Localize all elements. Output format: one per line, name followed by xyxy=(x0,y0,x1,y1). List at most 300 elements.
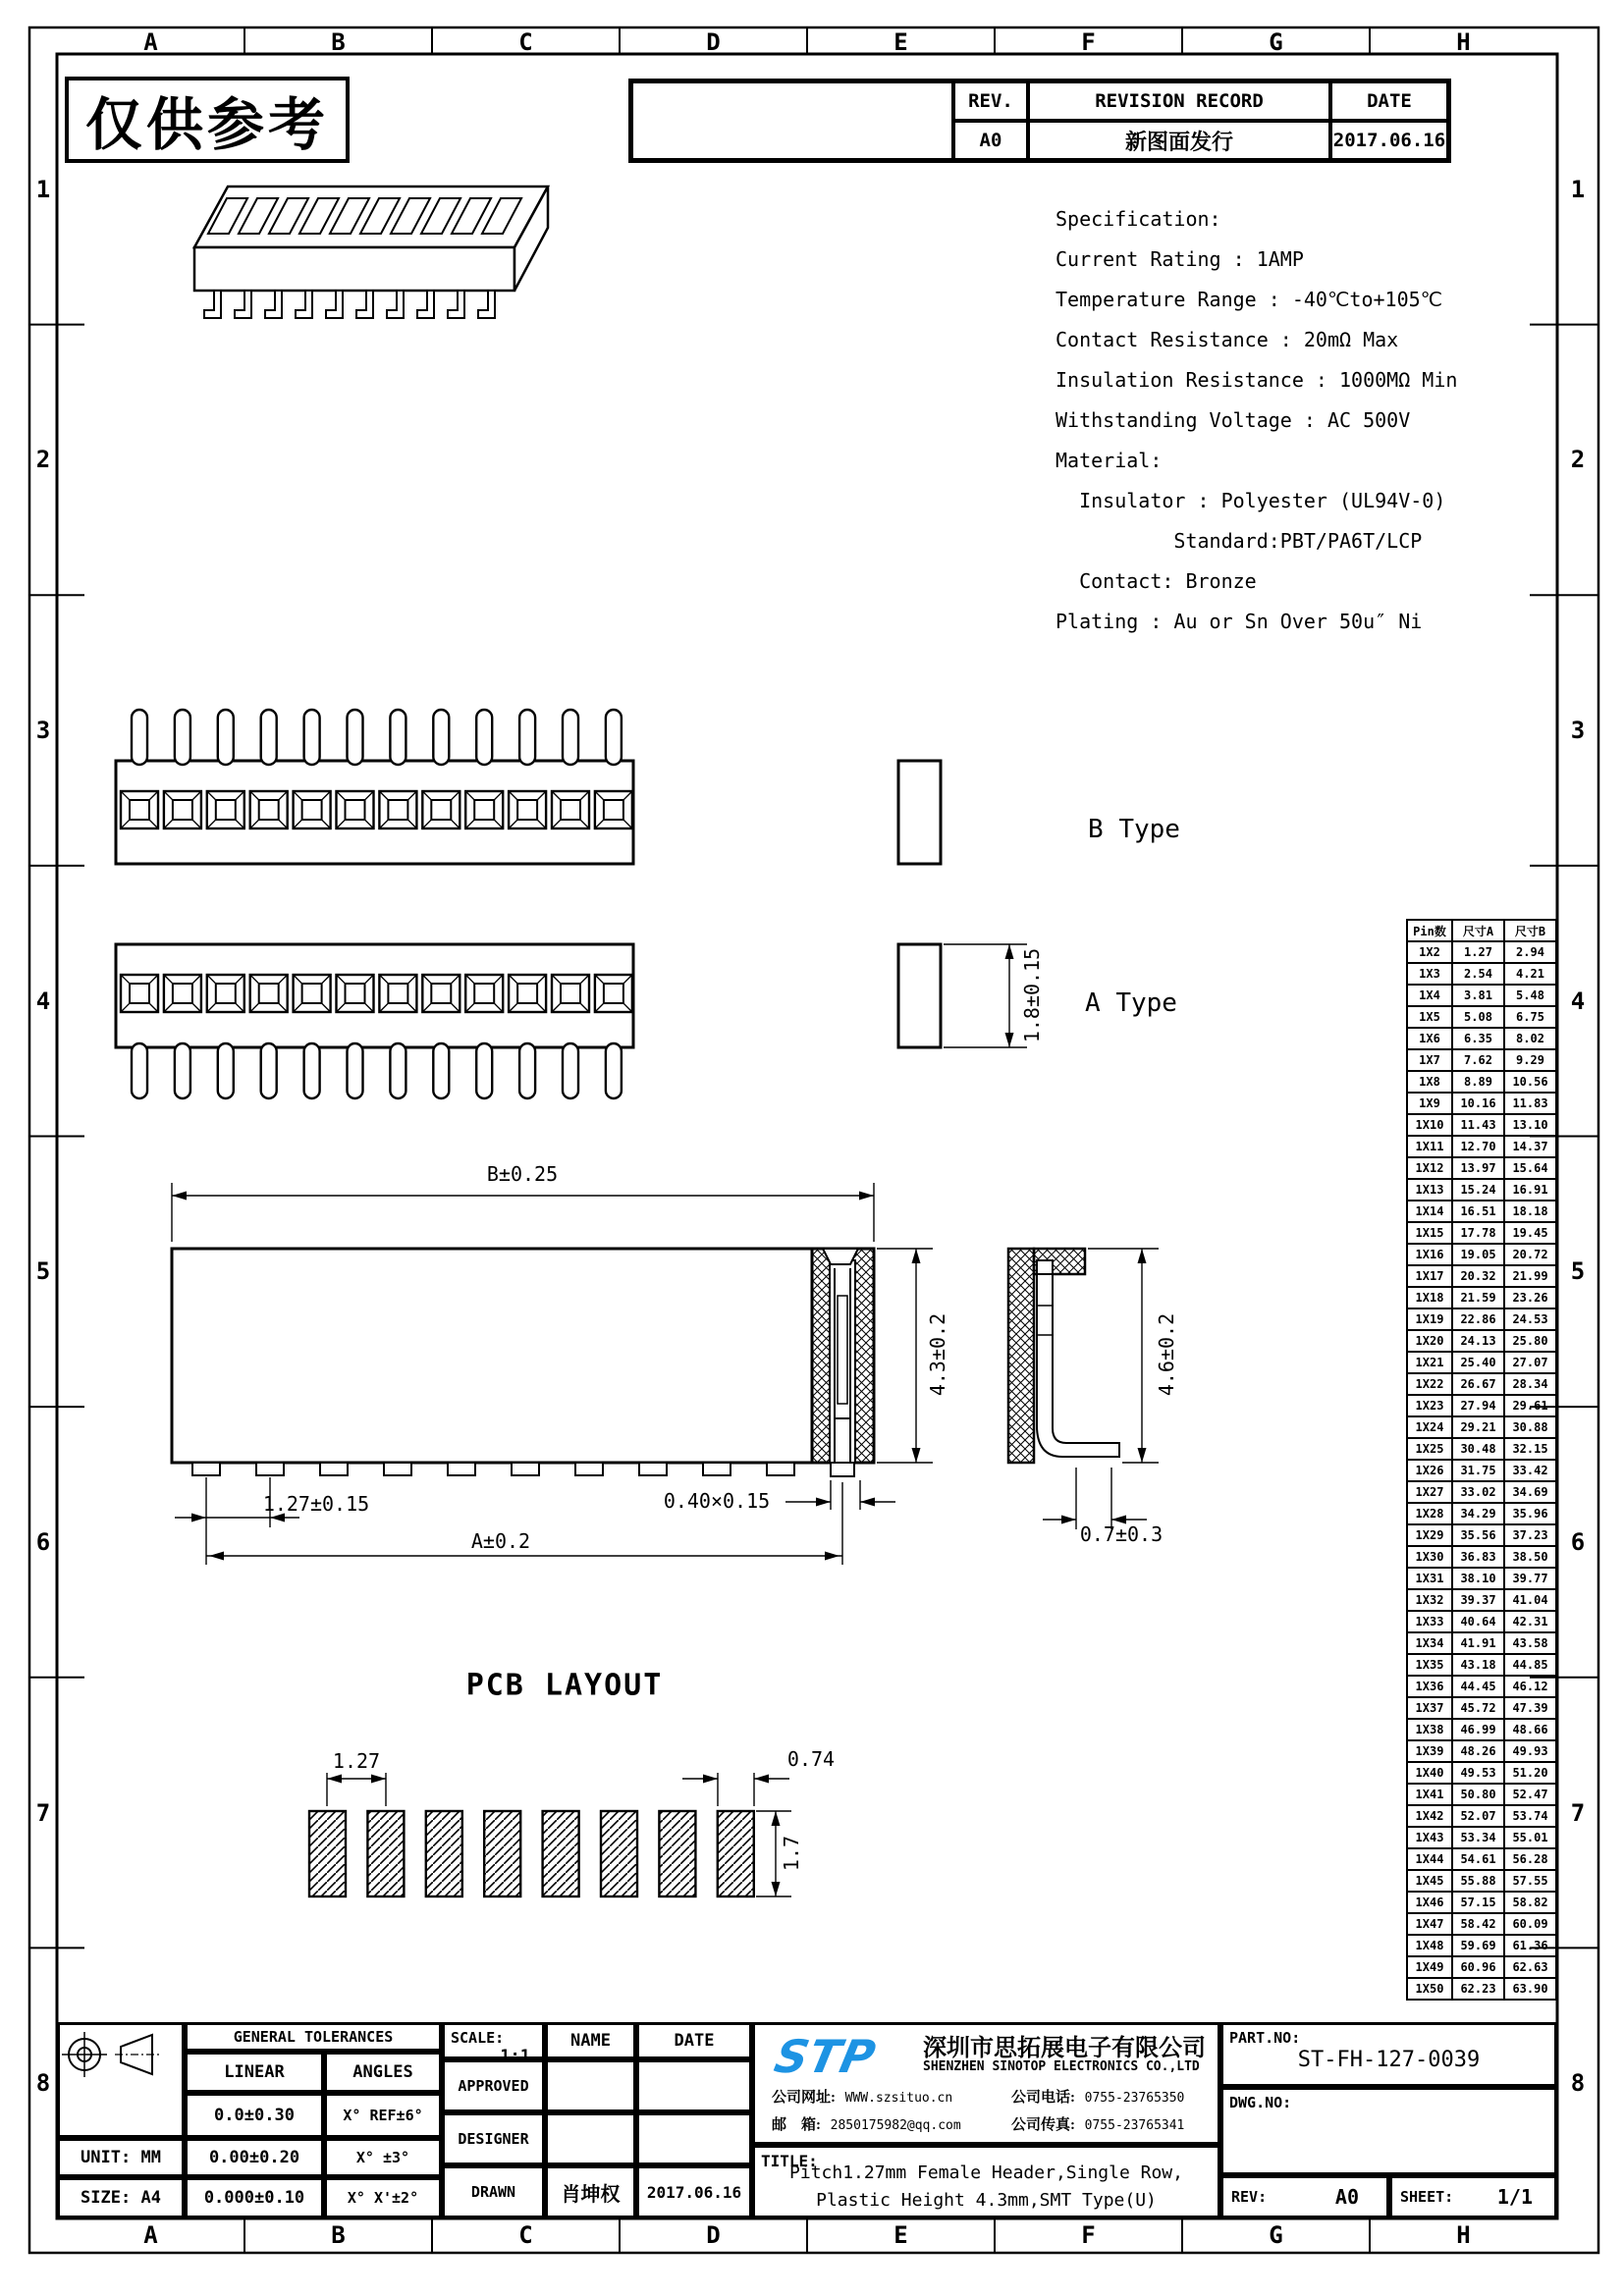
pin-table-cell: 1X6 xyxy=(1407,1028,1452,1049)
pin-table-row xyxy=(1407,1697,1556,1719)
email-value: 2850175982@qq.com xyxy=(830,2118,961,2133)
revision-row-rev: A0 xyxy=(953,121,1028,160)
pin-table-cell: 1X2 xyxy=(1407,941,1452,963)
rev-label: REV: xyxy=(1231,2188,1268,2206)
pin-table-row xyxy=(1407,1006,1556,1028)
pin-table-cell: 13.10 xyxy=(1504,1114,1556,1136)
pin-table-cell: 1X5 xyxy=(1407,1006,1452,1028)
pin-table-cell: 61.36 xyxy=(1504,1935,1556,1956)
pin-table-cell: 36.83 xyxy=(1452,1546,1504,1568)
pin-table-cell: 8.02 xyxy=(1504,1028,1556,1049)
dim-pad: 0.40×0.15 xyxy=(663,1489,771,1513)
pin-table-row xyxy=(1407,1287,1556,1308)
pin-table-cell: 60.96 xyxy=(1452,1956,1504,1978)
pin-table-row xyxy=(1407,1524,1556,1546)
tolerance-linear-2: 0.00±0.20 xyxy=(185,2138,324,2177)
company-website-row xyxy=(772,2086,998,2107)
pin-table-cell: 1X7 xyxy=(1407,1049,1452,1071)
grid-col-letter-top-f: F xyxy=(1081,27,1096,56)
pin-table-cell: 51.20 xyxy=(1504,1762,1556,1784)
pin-table-cell: 1X40 xyxy=(1407,1762,1452,1784)
pin-table-cell: 18.18 xyxy=(1504,1201,1556,1222)
pin-table-row xyxy=(1407,1136,1556,1157)
grid-col-letter-bottom-g: G xyxy=(1269,2220,1283,2249)
spec-line-8: Standard:PBT/PA6T/LCP xyxy=(1056,529,1423,553)
company-email-row xyxy=(772,2113,998,2134)
pin-table-cell: 48.26 xyxy=(1452,1740,1504,1762)
pin-table-cell: 38.10 xyxy=(1452,1568,1504,1589)
pin-table-cell: 1X36 xyxy=(1407,1676,1452,1697)
pin-table-row xyxy=(1407,1416,1556,1438)
grid-row-number-left-8: 8 xyxy=(35,2069,51,2098)
name-header: NAME xyxy=(545,2022,636,2059)
pin-table-cell: 20.32 xyxy=(1452,1265,1504,1287)
dim-body-width: B±0.25 xyxy=(486,1162,559,1186)
pin-table-row xyxy=(1407,963,1556,985)
pin-table-cell: 25.80 xyxy=(1504,1330,1556,1352)
pin-table-cell: 1X10 xyxy=(1407,1114,1452,1136)
pin-table-cell: 1X28 xyxy=(1407,1503,1452,1524)
pin-table-cell: 33.02 xyxy=(1452,1481,1504,1503)
pin-table-cell: 55.88 xyxy=(1452,1870,1504,1892)
grid-col-letter-top-b: B xyxy=(331,27,346,56)
pin-table-row xyxy=(1407,1201,1556,1222)
approved-name-cell xyxy=(545,2059,636,2112)
revision-header-date: DATE xyxy=(1330,81,1448,121)
pin-table-cell: 37.23 xyxy=(1504,1524,1556,1546)
revision-row-record: 新图面发行 xyxy=(1028,121,1330,160)
revision-header-rev: REV. xyxy=(953,81,1028,121)
spec-line-1: Current Rating : 1AMP xyxy=(1056,247,1304,271)
drawn-name: 肖坤权 xyxy=(545,2165,636,2218)
tolerance-angle-1: X° REF±6° xyxy=(324,2093,442,2138)
fax-label: 公司传真: xyxy=(1011,2117,1075,2133)
pin-table-cell: 1X42 xyxy=(1407,1805,1452,1827)
pin-table-cell: 1X49 xyxy=(1407,1956,1452,1978)
pin-table-cell: 30.48 xyxy=(1452,1438,1504,1460)
pin-table-row xyxy=(1407,941,1556,963)
pin-dimension-table xyxy=(1406,919,1557,2001)
pin-table-cell: 58.82 xyxy=(1504,1892,1556,1913)
pin-table-cell: 1X29 xyxy=(1407,1524,1452,1546)
pin-table-cell: 49.53 xyxy=(1452,1762,1504,1784)
grid-col-letter-top-g: G xyxy=(1269,27,1283,56)
email-label: 邮 箱: xyxy=(772,2117,821,2133)
phone-value: 0755-23765350 xyxy=(1084,2091,1185,2106)
pin-table-cell: 30.88 xyxy=(1504,1416,1556,1438)
pin-table-cell: 1.27 xyxy=(1452,941,1504,963)
pin-table-cell: 1X31 xyxy=(1407,1568,1452,1589)
grid-row-number-right-3: 3 xyxy=(1570,717,1586,745)
pin-table-cell: 44.45 xyxy=(1452,1676,1504,1697)
section-view xyxy=(172,1249,874,1476)
pin-table-cell: 16.51 xyxy=(1452,1201,1504,1222)
pin-table-cell: 32.15 xyxy=(1504,1438,1556,1460)
pin-table-row xyxy=(1407,1028,1556,1049)
pin-table-cell: 1X27 xyxy=(1407,1481,1452,1503)
sheet-cell xyxy=(1389,2175,1557,2218)
pin-table-cell: 34.69 xyxy=(1504,1481,1556,1503)
grid-row-number-right-1: 1 xyxy=(1570,175,1586,203)
pin-table-cell: 43.58 xyxy=(1504,1632,1556,1654)
pin-table-row xyxy=(1407,1308,1556,1330)
grid-col-letter-bottom-a: A xyxy=(143,2220,158,2249)
pin-table-cell: 59.69 xyxy=(1452,1935,1504,1956)
pin-table-cell: 27.07 xyxy=(1504,1352,1556,1373)
pin-table-cell: 31.75 xyxy=(1452,1460,1504,1481)
pin-table-cell: 15.24 xyxy=(1452,1179,1504,1201)
scale-cell xyxy=(442,2022,545,2066)
pin-table-row xyxy=(1407,985,1556,1006)
designer-name-cell xyxy=(545,2112,636,2165)
company-logo: STP xyxy=(770,2030,881,2083)
pin-table-cell: 1X8 xyxy=(1407,1071,1452,1093)
revision-row-date: 2017.06.16 xyxy=(1330,121,1448,160)
grid-col-letter-top-e: E xyxy=(893,27,908,56)
a-type-label: A Type xyxy=(1085,988,1177,1018)
pin-table-cell: 1X9 xyxy=(1407,1093,1452,1114)
pin-table-cell: 19.05 xyxy=(1452,1244,1504,1265)
pin-table-row xyxy=(1407,1568,1556,1589)
pin-table-cell: 42.31 xyxy=(1504,1611,1556,1632)
pin-table-cell: 1X45 xyxy=(1407,1870,1452,1892)
unit-cell: UNIT: MM xyxy=(57,2138,185,2177)
grid-row-number-right-8: 8 xyxy=(1570,2069,1586,2098)
rev-cell xyxy=(1220,2175,1389,2218)
phone-label: 公司电话: xyxy=(1011,2090,1075,2106)
pin-table-row xyxy=(1407,1978,1556,2000)
dim-body-height: 4.3±0.2 xyxy=(926,1312,949,1397)
spec-line-0: Specification: xyxy=(1056,207,1221,231)
pin-table-cell: 62.63 xyxy=(1504,1956,1556,1978)
pin-table-cell: 21.99 xyxy=(1504,1265,1556,1287)
date-header: DATE xyxy=(636,2022,752,2059)
pin-table-cell: 7.62 xyxy=(1452,1049,1504,1071)
pcb-layout-view xyxy=(309,1811,754,1896)
website-value: WWW.szsituo.cn xyxy=(844,2091,953,2106)
pin-table-cell: 28.34 xyxy=(1504,1373,1556,1395)
pin-table-row xyxy=(1407,1373,1556,1395)
pin-table-cell: 1X46 xyxy=(1407,1892,1452,1913)
pin-table-cell: 48.66 xyxy=(1504,1719,1556,1740)
pin-table-row xyxy=(1407,1352,1556,1373)
linear-label: LINEAR xyxy=(185,2052,324,2093)
pin-table-row xyxy=(1407,1546,1556,1568)
pin-table-cell: 2.94 xyxy=(1504,941,1556,963)
dim-pcb-pad-w: 0.74 xyxy=(786,1747,836,1771)
pin-table-cell: 49.93 xyxy=(1504,1740,1556,1762)
spec-line-7: Insulator : Polyester (UL94V-0) xyxy=(1056,489,1446,512)
pin-table-cell: 53.34 xyxy=(1452,1827,1504,1848)
spec-line-4: Insulation Resistance : 1000MΩ Min xyxy=(1056,368,1458,392)
grid-row-number-left-3: 3 xyxy=(35,717,51,745)
tolerance-linear-3: 0.000±0.10 xyxy=(185,2177,324,2218)
pin-table-cell: 63.90 xyxy=(1504,1978,1556,2000)
grid-col-letter-bottom-b: B xyxy=(331,2220,346,2249)
pin-table-cell: 44.85 xyxy=(1504,1654,1556,1676)
title-line2: Plastic Height 4.3mm,SMT Type(U) xyxy=(816,2190,1157,2211)
projection-symbol-icon xyxy=(60,2025,168,2084)
pin-table-row xyxy=(1407,1460,1556,1481)
reference-only-stamp: 仅供参考 xyxy=(65,77,350,163)
pcb-layout-title: PCB LAYOUT xyxy=(465,1668,664,1703)
pin-table-cell: 53.74 xyxy=(1504,1805,1556,1827)
pin-table-cell: 41.91 xyxy=(1452,1632,1504,1654)
grid-row-number-right-6: 6 xyxy=(1570,1527,1586,1556)
pin-table-row xyxy=(1407,1632,1556,1654)
pin-table-cell: 34.29 xyxy=(1452,1503,1504,1524)
pin-table-cell: 52.07 xyxy=(1452,1805,1504,1827)
dim-a-height: 1.8±0.15 xyxy=(1020,947,1044,1043)
pin-table-cell: 1X13 xyxy=(1407,1179,1452,1201)
tolerance-angle-3: X° X'±2° xyxy=(324,2177,442,2218)
pin-table-row xyxy=(1407,1438,1556,1460)
grid-row-number-left-4: 4 xyxy=(35,987,51,1015)
pin-table-header-dim-b: 尺寸B xyxy=(1504,920,1556,941)
grid-col-letter-bottom-c: C xyxy=(518,2220,533,2249)
approved-date-cell xyxy=(636,2059,752,2112)
revision-table xyxy=(628,79,1451,163)
size-cell: SIZE: A4 xyxy=(57,2177,185,2218)
tolerance-linear-1: 0.0±0.30 xyxy=(185,2093,324,2138)
pin-table-cell: 1X15 xyxy=(1407,1222,1452,1244)
projection-symbol-cell xyxy=(57,2022,185,2138)
pin-table-cell: 57.15 xyxy=(1452,1892,1504,1913)
pin-table-cell: 1X24 xyxy=(1407,1416,1452,1438)
pin-table-cell: 1X23 xyxy=(1407,1395,1452,1416)
pin-table-cell: 22.86 xyxy=(1452,1308,1504,1330)
pin-table-cell: 1X48 xyxy=(1407,1935,1452,1956)
pin-table-cell: 1X26 xyxy=(1407,1460,1452,1481)
pin-table-cell: 24.53 xyxy=(1504,1308,1556,1330)
pin-table-cell: 45.72 xyxy=(1452,1697,1504,1719)
pin-table-cell: 43.18 xyxy=(1452,1654,1504,1676)
pin-table-cell: 3.81 xyxy=(1452,985,1504,1006)
pin-table-row xyxy=(1407,1762,1556,1784)
pin-table-cell: 1X4 xyxy=(1407,985,1452,1006)
grid-col-letter-top-a: A xyxy=(143,27,158,56)
grid-col-letter-bottom-h: H xyxy=(1456,2220,1471,2249)
spec-line-10: Plating : Au or Sn Over 50u″ Ni xyxy=(1056,610,1423,633)
tolerance-angle-2: X° ±3° xyxy=(324,2138,442,2177)
designer-date-cell xyxy=(636,2112,752,2165)
pin-table-cell: 12.70 xyxy=(1452,1136,1504,1157)
pin-table-cell: 10.56 xyxy=(1504,1071,1556,1093)
pin-table-header-dim-a: 尺寸A xyxy=(1452,920,1504,941)
a-type-side-view xyxy=(898,944,941,1047)
pin-table-cell: 39.37 xyxy=(1452,1589,1504,1611)
pin-table-cell: 1X20 xyxy=(1407,1330,1452,1352)
pin-table-cell: 1X44 xyxy=(1407,1848,1452,1870)
pin-table-cell: 35.56 xyxy=(1452,1524,1504,1546)
grid-row-number-left-5: 5 xyxy=(35,1257,51,1286)
pin-table-row xyxy=(1407,1654,1556,1676)
spec-line-6: Material: xyxy=(1056,449,1163,472)
pin-table-row xyxy=(1407,1071,1556,1093)
dim-pcb-pitch: 1.27 xyxy=(332,1749,381,1773)
pin-table-cell: 11.43 xyxy=(1452,1114,1504,1136)
dim-pcb-pad-h: 1.7 xyxy=(780,1835,803,1872)
pin-table-cell: 1X50 xyxy=(1407,1978,1452,2000)
dim-detail-height: 4.6±0.2 xyxy=(1155,1312,1178,1397)
pin-table-cell: 5.08 xyxy=(1452,1006,1504,1028)
grid-row-number-left-2: 2 xyxy=(35,446,51,474)
pin-table-cell: 1X14 xyxy=(1407,1201,1452,1222)
pin-table-cell: 58.42 xyxy=(1452,1913,1504,1935)
pin-table-cell: 1X35 xyxy=(1407,1654,1452,1676)
pin-table-cell: 1X16 xyxy=(1407,1244,1452,1265)
pin-table-row xyxy=(1407,1157,1556,1179)
dim-overall: A±0.2 xyxy=(470,1529,531,1553)
pin-table-cell: 9.29 xyxy=(1504,1049,1556,1071)
pin-table-cell: 1X11 xyxy=(1407,1136,1452,1157)
pin-table-cell: 21.59 xyxy=(1452,1287,1504,1308)
pin-table-cell: 6.75 xyxy=(1504,1006,1556,1028)
pin-table-row xyxy=(1407,1805,1556,1827)
isometric-view xyxy=(194,187,548,318)
pin-table-cell: 1X41 xyxy=(1407,1784,1452,1805)
pin-table-row xyxy=(1407,1870,1556,1892)
pin-table-cell: 1X21 xyxy=(1407,1352,1452,1373)
pin-table-header-pins: Pin数 xyxy=(1407,920,1452,941)
pin-table-row xyxy=(1407,1740,1556,1762)
company-fax-row xyxy=(1011,2113,1227,2134)
pin-table-cell: 57.55 xyxy=(1504,1870,1556,1892)
pin-table-cell: 46.99 xyxy=(1452,1719,1504,1740)
pin-table-cell: 1X3 xyxy=(1407,963,1452,985)
pin-table-cell: 10.16 xyxy=(1452,1093,1504,1114)
title-line1: Pitch1.27mm Female Header,Single Row, xyxy=(789,2163,1183,2183)
pin-table-cell: 20.72 xyxy=(1504,1244,1556,1265)
pin-table-row xyxy=(1407,1956,1556,1978)
pin-table-row xyxy=(1407,1848,1556,1870)
pin-table-cell: 29.21 xyxy=(1452,1416,1504,1438)
b-type-label: B Type xyxy=(1088,815,1180,844)
pin-table-cell: 25.40 xyxy=(1452,1352,1504,1373)
pin-table-cell: 1X32 xyxy=(1407,1589,1452,1611)
general-tolerances-title: GENERAL TOLERANCES xyxy=(185,2022,442,2052)
grid-col-letter-bottom-d: D xyxy=(706,2220,721,2249)
pin-table-cell: 33.42 xyxy=(1504,1460,1556,1481)
pin-table-row xyxy=(1407,1589,1556,1611)
pin-table-cell: 56.28 xyxy=(1504,1848,1556,1870)
pin-table-cell: 1X18 xyxy=(1407,1287,1452,1308)
part-no-value: ST-FH-127-0039 xyxy=(1297,2048,1481,2072)
spec-line-2: Temperature Range : -40℃to+105℃ xyxy=(1056,288,1443,311)
a-type-view xyxy=(116,944,941,1098)
detail-view xyxy=(1008,1249,1119,1463)
pin-table-cell: 24.13 xyxy=(1452,1330,1504,1352)
pin-table-row xyxy=(1407,1244,1556,1265)
revision-header-record: REVISION RECORD xyxy=(1028,81,1330,121)
pin-table-cell: 1X22 xyxy=(1407,1373,1452,1395)
pin-table-cell: 8.89 xyxy=(1452,1071,1504,1093)
rev-value: A0 xyxy=(1334,2185,1359,2209)
part-no-label: PART.NO: xyxy=(1229,2029,1301,2047)
pin-table-cell: 1X25 xyxy=(1407,1438,1452,1460)
pin-table-cell: 1X43 xyxy=(1407,1827,1452,1848)
pin-table-row xyxy=(1407,1049,1556,1071)
pin-table-cell: 35.96 xyxy=(1504,1503,1556,1524)
pin-table-row xyxy=(1407,1222,1556,1244)
pin-table-cell: 1X30 xyxy=(1407,1546,1452,1568)
company-phone-row xyxy=(1011,2086,1227,2107)
grid-col-letter-top-h: H xyxy=(1456,27,1471,56)
pin-table-cell: 50.80 xyxy=(1452,1784,1504,1805)
spec-line-3: Contact Resistance : 20mΩ Max xyxy=(1056,328,1399,351)
designer-label: DESIGNER xyxy=(442,2112,545,2165)
dim-foot: 0.7±0.3 xyxy=(1079,1522,1164,1546)
pin-table-cell: 19.45 xyxy=(1504,1222,1556,1244)
specification-block xyxy=(1056,199,1517,642)
pin-table-cell: 52.47 xyxy=(1504,1784,1556,1805)
pin-table-cell: 29.61 xyxy=(1504,1395,1556,1416)
spec-line-5: Withstanding Voltage : AC 500V xyxy=(1056,408,1411,432)
approved-label: APPROVED xyxy=(442,2059,545,2112)
pin-table-cell: 16.91 xyxy=(1504,1179,1556,1201)
pin-table-cell: 1X12 xyxy=(1407,1157,1452,1179)
pin-table-cell: 27.94 xyxy=(1452,1395,1504,1416)
b-type-side-view xyxy=(898,761,941,864)
pin-table-cell: 41.04 xyxy=(1504,1589,1556,1611)
pin-table-cell: 1X38 xyxy=(1407,1719,1452,1740)
angles-label: ANGLES xyxy=(324,2052,442,2093)
pin-table-row xyxy=(1407,1093,1556,1114)
pin-table-cell: 55.01 xyxy=(1504,1827,1556,1848)
pin-table-row xyxy=(1407,1503,1556,1524)
pin-table-cell: 60.09 xyxy=(1504,1913,1556,1935)
dim-pitch: 1.27±0.15 xyxy=(262,1492,370,1516)
pin-table-row xyxy=(1407,1784,1556,1805)
company-name-cn: 深圳市思拓展电子有限公司 xyxy=(923,2036,1206,2061)
grid-row-number-right-5: 5 xyxy=(1570,1257,1586,1286)
pin-table-cell: 38.50 xyxy=(1504,1546,1556,1568)
pin-table-cell: 6.35 xyxy=(1452,1028,1504,1049)
pin-table-row xyxy=(1407,1179,1556,1201)
pin-table-row xyxy=(1407,1395,1556,1416)
pin-table-cell: 54.61 xyxy=(1452,1848,1504,1870)
pin-table-row xyxy=(1407,1719,1556,1740)
dwg-no-cell xyxy=(1220,2087,1557,2175)
company-name-en: SHENZHEN SINOTOP ELECTRONICS CO.,LTD xyxy=(923,2059,1200,2074)
pin-table-cell: 1X34 xyxy=(1407,1632,1452,1654)
grid-row-number-right-2: 2 xyxy=(1570,446,1586,474)
pin-table-cell: 39.77 xyxy=(1504,1568,1556,1589)
dwg-no-label: DWG.NO: xyxy=(1229,2094,1292,2111)
pin-table-cell: 13.97 xyxy=(1452,1157,1504,1179)
pin-table-cell: 5.48 xyxy=(1504,985,1556,1006)
pin-table-row xyxy=(1407,1827,1556,1848)
pin-table-cell: 47.39 xyxy=(1504,1697,1556,1719)
pin-table-row xyxy=(1407,1892,1556,1913)
grid-row-number-right-4: 4 xyxy=(1570,987,1586,1015)
pin-table-cell: 14.37 xyxy=(1504,1136,1556,1157)
pin-table-row xyxy=(1407,1114,1556,1136)
grid-col-letter-top-c: C xyxy=(518,27,533,56)
pin-table-row xyxy=(1407,1481,1556,1503)
pin-table-cell: 4.21 xyxy=(1504,963,1556,985)
pin-table-cell: 1X19 xyxy=(1407,1308,1452,1330)
title-label: TITLE: xyxy=(761,2152,818,2170)
pin-table-row xyxy=(1407,1611,1556,1632)
pin-table-cell: 1X17 xyxy=(1407,1265,1452,1287)
pin-table-row xyxy=(1407,1676,1556,1697)
pin-table-cell: 1X39 xyxy=(1407,1740,1452,1762)
pin-table-cell: 11.83 xyxy=(1504,1093,1556,1114)
pin-table-cell: 62.23 xyxy=(1452,1978,1504,2000)
grid-row-number-right-7: 7 xyxy=(1570,1798,1586,1827)
grid-row-number-left-6: 6 xyxy=(35,1527,51,1556)
